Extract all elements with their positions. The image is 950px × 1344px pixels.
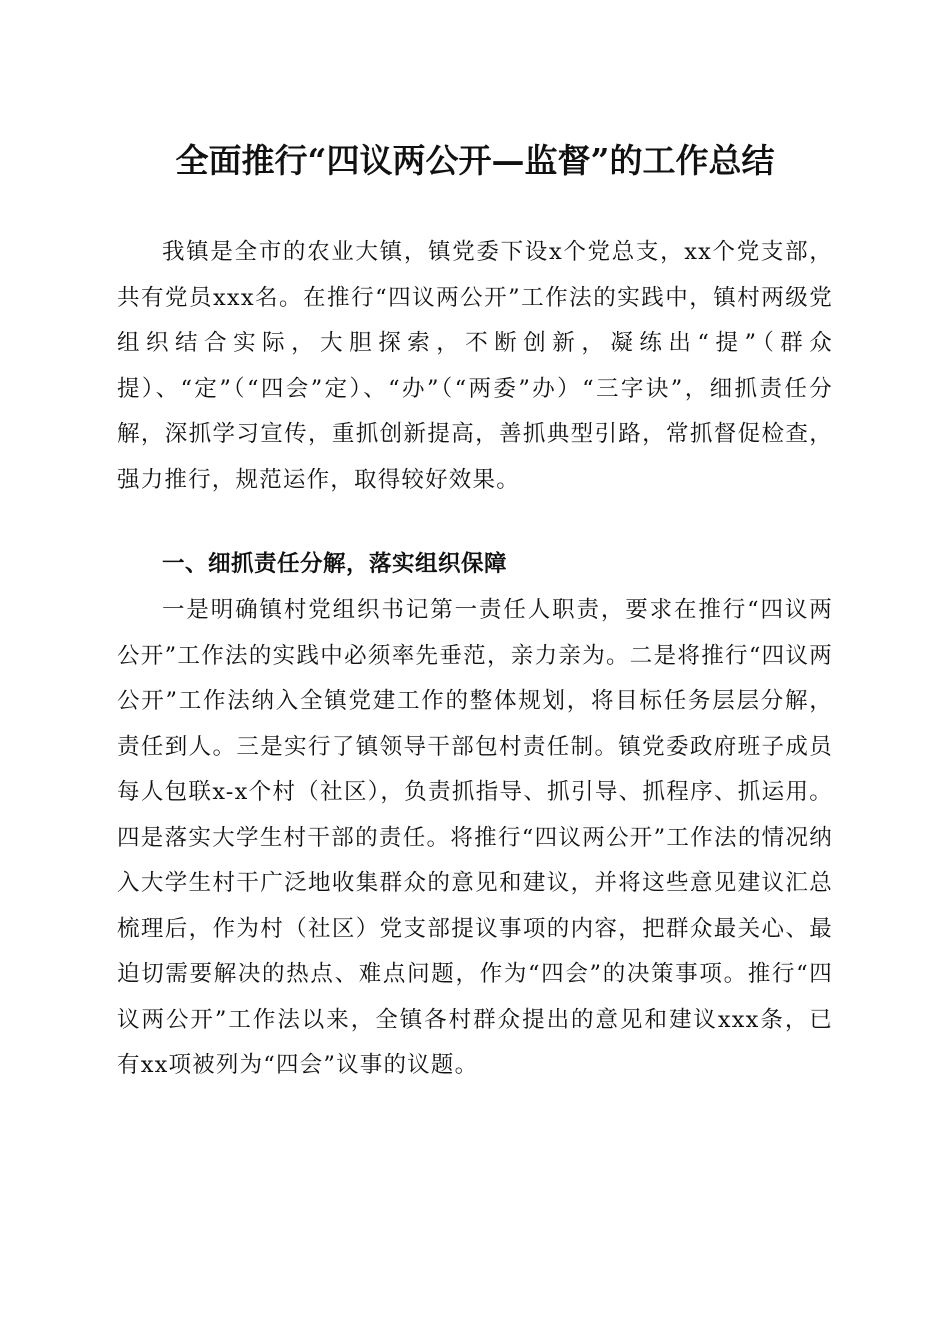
- document-title: 全面推行“四议两公开—监督”的工作总结: [175, 141, 775, 180]
- intro-paragraph: 我镇是全市的农业大镇，镇党委下设x个党总支，xx个党支部，共有党员xxx名。在推行“四议两公开”工作法的实践中，镇村两级党组织结合实际，大胆探索，不断创新，凝练出“提”（群众提）、“定”（“四会”定）、“办”（“两委”办）“三字诀”，细抓责任分解，深抓学习宣传，重抓创新提高，善抓典型引路，常抓督促检查，强力推行，规范运作，取得较好效果。: [117, 239, 833, 493]
- section-heading: 一、细抓责任分解，落实组织保障: [162, 551, 508, 577]
- section-paragraph: 一是明确镇村党组织书记第一责任人职责，要求在推行“四议两公开”工作法的实践中必须率先垂范，亲力亲为。二是将推行“四议两公开”工作法纳入全镇党建工作的整体规划，将目标任务层层分解，责任到人。三是实行了镇领导干部包村责任制。镇党委政府班子成员每人包联x-x个村（社区），负责抓指导、抓引导、抓程序、抓运用。四是落实大学生村干部的责任。将推行“四议两公开”工作法的情况纳入大学生村干广泛地收集群众的意见和建议，并将这些意见建议汇总梳理后，作为村（社区）党支部提议事项的内容，把群众最关心、最迫切需要解决的热点、难点问题，作为“四会”的决策事项。推行“四议两公开”工作法以来，全镇各村群众提出的意见和建议xxx条，已有xx项被列为“四会”议事的议题。: [117, 597, 833, 1078]
